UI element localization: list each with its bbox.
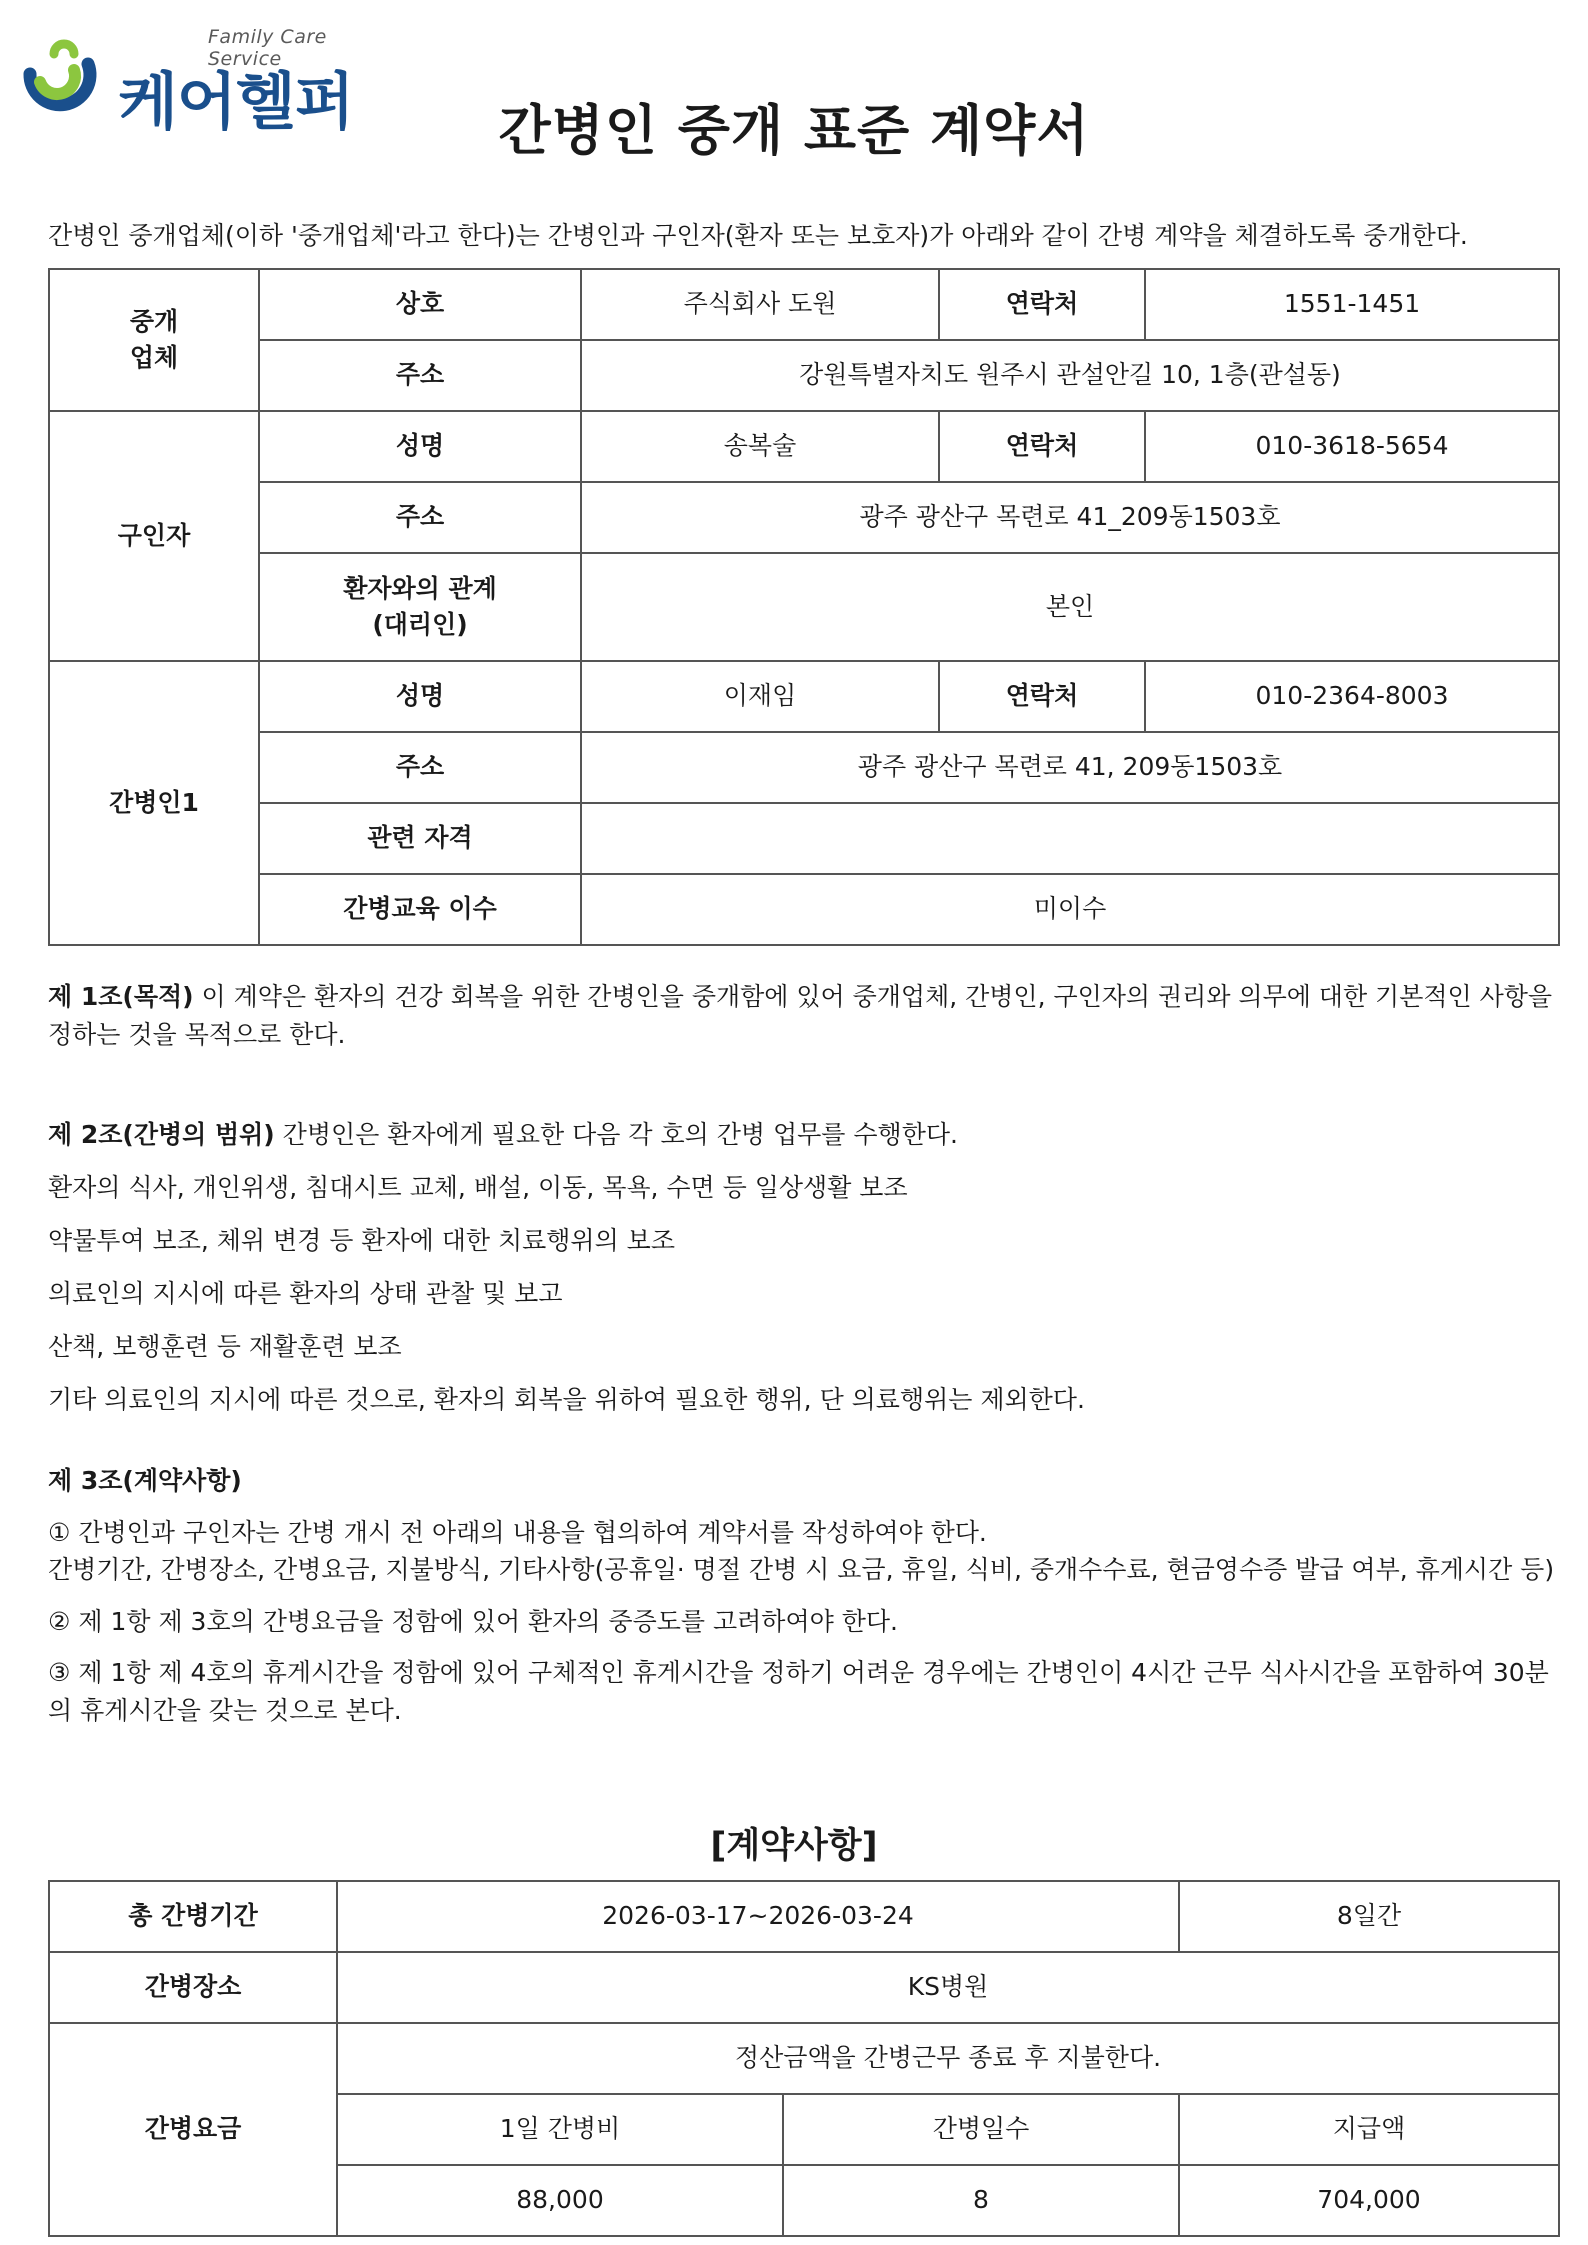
article-2-item: 의료인의 지시에 따른 환자의 상태 관찰 및 보고 [48,1279,563,1308]
period-days: 8일간 [1179,1881,1559,1952]
total-label: 지급액 [1179,2094,1559,2165]
place-value: KS병원 [337,1952,1559,2023]
article-2-heading: 제 2조(간병의 범위) [48,1120,275,1149]
total-value: 704,000 [1179,2165,1559,2236]
article-1-text: 이 계약은 환자의 건강 회복을 위한 간병인을 중개함에 있어 중개업체, 간병인, 구인자의 권리와 의무에 대한 기본적인 사항을 정하는 것을 목적으로 한다. [48,982,1553,1049]
article-1-heading: 제 1조(목적) [48,982,194,1011]
article-3-para-2: ② 제 1항 제 3호의 간병요금을 정함에 있어 환자의 중증도를 고려하여야 한다. [48,1606,898,1636]
period-label: 총 간병기간 [49,1881,337,1952]
agency-address: 강원특별자치도 원주시 관설안길 10, 1층(관설동) [581,340,1559,411]
article-3 [48,1462,1558,1729]
logo-tagline: Family Care Service [208,26,327,70]
article-2-item: 산책, 보행훈련 등 재활훈련 보조 [48,1332,402,1361]
caregiver-address-label: 주소 [259,732,581,803]
article-1 [48,978,1558,1053]
parties-table [48,268,1560,946]
caregiver-contact: 010-2364-8003 [1145,661,1559,732]
article-3-para-3: ③ 제 1항 제 4호의 휴게시간을 정함에 있어 구체적인 휴게시간을 정하기 어려운 경우에는 간병인이 4시간 근무 식사시간을 포함하여 30분의 휴게시간을 갖는 것으로 본다. [48,1658,1549,1725]
fee-note: 정산금액을 간병근무 종료 후 지불한다. [337,2023,1559,2094]
period-value: 2026-03-17~2026-03-24 [337,1881,1179,1952]
caregiver-qualification [581,803,1559,874]
intro-text: 간병인 중개업체(이하 '중개업체'라고 한다)는 간병인과 구인자(환자 또는 보호자)가 아래와 같이 간병 계약을 체결하도록 중개한다. [48,221,1468,250]
daily-fee-value: 88,000 [337,2165,783,2236]
client-group-label: 구인자 [49,411,259,661]
contract-table [48,1880,1560,2237]
client-address: 광주 광산구 목련로 41_209동1503호 [581,482,1559,553]
agency-name: 주식회사 도원 [581,269,939,340]
client-contact: 010-3618-5654 [1145,411,1559,482]
agency-group-label: 중개 업체 [49,269,259,411]
article-3-para-1: ① 간병인과 구인자는 간병 개시 전 아래의 내용을 협의하여 계약서를 작성하여야 한다. [48,1517,987,1547]
fee-label: 간병요금 [49,2023,337,2236]
client-name: 송복술 [581,411,939,482]
client-contact-label: 연락처 [939,411,1145,482]
client-relation: 본인 [581,553,1559,661]
article-2-item: 약물투여 보조, 체위 변경 등 환자에 대한 치료행위의 보조 [48,1226,675,1255]
article-2-item: 기타 의료인의 지시에 따른 것으로, 환자의 회복을 위하여 필요한 행위, 단 의료행위는 제외한다. [48,1385,1085,1414]
daily-fee-label: 1일 간병비 [337,2094,783,2165]
caregiver-name-label: 성명 [259,661,581,732]
client-relation-label: 환자와의 관계 (대리인) [259,553,581,661]
caregiver-name: 이재임 [581,661,939,732]
client-name-label: 성명 [259,411,581,482]
agency-name-label: 상호 [259,269,581,340]
agency-contact-label: 연락처 [939,269,1145,340]
caregiver-group-label: 간병인1 [49,661,259,945]
client-address-label: 주소 [259,482,581,553]
article-3-para-1b: 간병기간, 간병장소, 간병요금, 지불방식, 기타사항(공휴일· 명절 간병 시 요금, 휴일, 식비, 중개수수료, 현금영수증 발급 여부, 휴게시간 등) [48,1555,1555,1584]
days-count-value: 8 [783,2165,1179,2236]
contract-section-title: [계약사항] [710,1826,878,1866]
article-2 [48,1108,1558,1426]
article-2-text: 간병인은 환자에게 필요한 다음 각 호의 간병 업무를 수행한다. [274,1120,958,1149]
article-2-item: 환자의 식사, 개인위생, 침대시트 교체, 배설, 이동, 목욕, 수면 등 일상생활 보조 [48,1173,908,1202]
document-title: 간병인 중개 표준 계약서 [498,99,1090,162]
article-3-heading: 제 3조(계약사항) [48,1466,242,1495]
agency-address-label: 주소 [259,340,581,411]
caregiver-contact-label: 연락처 [939,661,1145,732]
days-count-label: 간병일수 [783,2094,1179,2165]
caregiver-qualification-label: 관련 자격 [259,803,581,874]
logo-brand: 케어헬퍼 [118,65,354,138]
place-label: 간병장소 [49,1952,337,2023]
caregiver-education: 미이수 [581,874,1559,945]
caregiver-address: 광주 광산구 목련로 41, 209동1503호 [581,732,1559,803]
agency-contact: 1551-1451 [1145,269,1559,340]
caregiver-education-label: 간병교육 이수 [259,874,581,945]
